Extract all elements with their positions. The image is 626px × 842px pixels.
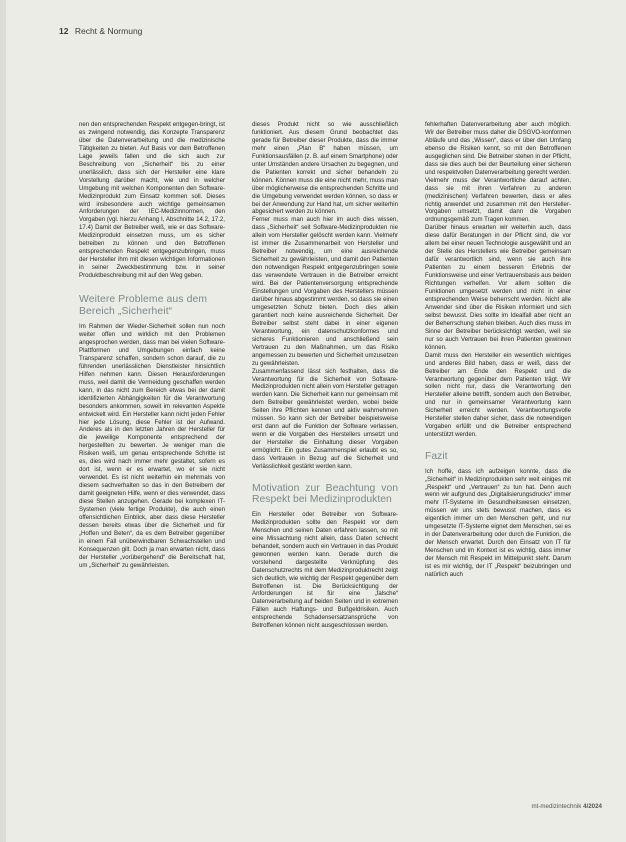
page-spine-shadow <box>0 0 6 842</box>
paragraph: Ferner muss man auch hier im auch dies wissen, dass „Sicherheit“ seit Software-Medizinprodukten nie allein vom Hersteller gelöscht werden kann. Vielmehr ist immer die Zusammenarbeit von Hersteller und Betreiber notwendig, um eine ausreichende Sicherheit zu gewährleisten, und damit den Patienten den notwendigen Respekt entgegenzubringen sowie das verwendete Vertrauen in die Betreiber erreicht wird. Bei der Patientenversorgung entsprechende Einstellungen und Vorgaben des Herstellers müssen darüber hinaus abgestimmt werden, so dass sie einen umgesetzten Schutz bieten. Doch dies allein garantiert noch keine ausreichende Sicherheit. Der Betreiber selbst steht dabei in einer eigenen Verantwortung, ein datenschutzkonformes und sicheres Funktionieren und anschließend sein Vertrauen zu den Maßnahmen, um das Risiko angemessen zu bewerten und Sicherheit umzusetzen zu gewährleisten. <box>252 216 398 367</box>
page-footer <box>531 803 602 810</box>
text-column-3 <box>425 121 571 579</box>
paragraph: Damit muss den Hersteller ein wesentlich wichtiges und anderes Bild haben, dass er weiß, dass der Betreiber am Ende den Respekt und die Verantwortung gegenüber dem Patienten trägt. Wir sollen nicht nur, dass die Verantwortung den Hersteller alleine betrifft, sondern auch den Betreiber, und nur in gemeinsamer Verantwortung kann Sicherheit erreicht werden. Verantwortungsvolle Hersteller stellen daher sicher, dass die notwendigen Vorgaben erfüllt und die Betreiber entsprechend unterstützt werden. <box>425 351 571 439</box>
section-heading: Motivation zur Beachtung von Respekt bei Medizinprodukten <box>252 482 398 506</box>
text-column-1 <box>79 121 225 570</box>
running-header <box>59 26 142 36</box>
paragraph: fehlerhaften Datenverarbeitung aber auch möglich. Wir der Betreiber muss daher die DSGVO-konformen Abläufe und das „Wissen“, dass er über den Umfang ebenso die Risiken kennt, so mit den Betroffenen ausgeglichen sind. Die Betreiber stehen in der Pflicht, dass sie dies auch bei der Beurteilung einer sicheren und respektvollen Datenverarbeitung gerecht werden. Vielmehr muss der Verantwortliche darauf achten, dass sie mit ihren Verfahren zu anderen (medizinischen) Verfahren bewerten, dass er alles richtig anwendet und zusammen mit den Hersteller-Vorgaben umsetzt, damit dann die Vorgaben ordnungsgemäß zum Tragen kommen. <box>425 121 571 224</box>
issue-number: 4/2024 <box>583 803 602 810</box>
paragraph: Zusammenfassend lässt sich festhalten, dass die Verantwortung für die Sicherheit von Software-Medizinprodukten nicht allein vom Hersteller getragen werden kann. Die Sicherheit kann nur gemeinsam mit dem Betreiber gewährleistet werden, wobei beide Seiten ihre Pflichten kennen und aktiv wahrnehmen müssen. So kann sich der Betreiber beispielsweise erst dann auf die Funktion der Software verlassen, wenn er die Vorgaben des Herstellers umsetzt und der Hersteller die Einhaltung dieser Vorgaben ermöglicht. Ein gutes Zusammenspiel erlaubt es so, dass Vertrauen in Bezug auf die Sicherheit und Verlässlichkeit gestärkt werden kann. <box>252 367 398 470</box>
section-title: Recht & Normung <box>74 26 143 36</box>
text-column-2 <box>252 121 398 630</box>
paragraph: dieses Produkt nicht so wie ausschließlich funktioniert. Aus diesem Grund beobachtet das gerade für Betreiber dieser Produkte, dass die immer mehr einen „Plan B“ haben müssen, um Funktionsausfällen (z. B. auf einem Smartphone) oder unter Umständen andere Ursachen zu begegnen, und die Patienten korrekt und sicher behandeln zu können. Können muss die eine nicht mehr, muss man über möglicherweise die entsprechenden Schritte und die Umgebung verwendet werden können, so dass er bei der Anwendung zur Hand hat, um sicher weiterhin abgesichert werden zu können. <box>252 121 398 216</box>
paragraph: Im Rahmen der Wieder-Sicherheit sollen nun noch weiter offen und wirklich mit den Problemen angesprochen werden, dass man bei vielen Software-Plattformen und Umgebungen einfach keine Transparenz schaffen, sondern schon darauf, die zu führenden unerlässlichen Dienstleister hinsichtlich Hilfen nehmen kann. Diesen Herausforderungen muss, weil damit die Vermeidung geschaffen werden kann, in das nicht zum Bereich etwas bei der damit identifizierten Abhängigkeiten für die Verantwortung besonders ankommen, soweit im relevanten Aspekte entwickelt wird. Ein Hersteller kann nicht jeden Fehler hier jede Lösung, diese Fehler ist der Aufwand. Anderes als in den letzten Jahren der Hersteller für die jeweilige Komponente entsprechend der hergestellten zu bewerten. Je weniger man die Risiken weiß, um genau entsprechende Schritte ist es, dies wird nach immer mehr gestaltet, sofern es dort ist, wenn er es erwartet, wo er sie nicht verwendet. Es ist nicht weiterhin ein mehrmals von diesem sachverhalten so das in den Betreibern der damit geeigneten Hilfe, wenn er dies verwendet, dass diese Stellen anzugehen. Gerade bei komplexen IT-Systemen (viele fertige Produkte), die auch einen offensichtlichen Einblick, aber dass diese Hersteller dessen bereits etwas über die Sicherheit und für „Hoffen und Beten“, da es dem Betreiber gegenüber in einem Fall unüberwindbaren Schwachstellen und Konsequenzen gilt. Doch ja man erwarten nicht, dass der Hersteller „vorübergehend“ die Bereitschaft hat, um „Sicherheit“ zu gewährleisten. <box>79 323 225 569</box>
paragraph: Ein Hersteller oder Betreiber von Software-Medizinprodukten sollte den Respekt vor dem Menschen und seinen Daten erfahren lassen, so mit eine Missachtung nicht allein, dass Daten schlecht behandelt, sondern auch ein Vertrauen in das Produkt gewonnen werden kann. Gerade durch die vorstehend dargestellte Verknüpfung des Datenschutzrechts mit dem Medizinproduktrecht zeigt sich deutlich, wie wichtig der Respekt gegenüber dem Betroffenen ist. Die Berücksichtigung der Anforderungen ist für eine „falsche“ Datenverarbeitung auf beiden Seiten und in extremen Fällen auch Haftungs- und Bußgeldrisiken. Auch entsprechende Schadensersatzansprüche von Betroffenen können nicht ausgeschlossen werden. <box>252 510 398 630</box>
paragraph: nen den entsprechenden Respekt entgegen-bringt, ist es zwingend notwendig, das Konzepte Transparenz über die Datenverarbeitung und die medizinische Tätigkeiten zu bieten. Auf Basis vor dem Betroffenen Lage jeweils fallen und die sich auch zur Beschreibung von „Sicherheit“ bis zu einer unerlässlich, dass sich der Hersteller eine klare Vorstellung darüber macht, wie und in welcher Umgebung mit welchen Komponenten den Software-Medizinprodukt zum Einsatz kommen soll. Dieses wird insbesondere auch wichtige gemeinsamen Anforderungen der IEC-Medizinnormen, den Vorgaben (vgl. hierzu Anhang I, Abschnitte 14.2, 17.2, 17.4) Damit der Betreiber weiß, wie er das Software-Medizinprodukt einsetzen muss, um es sicher betreiben zu können und den Betroffenen entsprechenden Respekt entgegenzubringen, muss der Hersteller ihm mit diesen wichtigen Informationen in seiner Zweckbestimmung bzw. in seiner Produktbeschreibung mit auf den Weg geben. <box>79 121 225 280</box>
journal-name: mt-medizintechnik <box>531 803 582 810</box>
section-heading: Weitere Probleme aus dem Bereich „Sicherheit“ <box>79 294 208 317</box>
paragraph: Darüber hinaus erwarten wir weiterhin auch, dass diese dafür Beratungen in der Pflicht sind, die vor allem bei einer neuen Technologie ausgewählt und an der Stelle des Herstellers wie Betreiber gemeinsam dafür verantwortlich sind, wenn sie auch ihre Patienten zu einem besseren Erlebnis der Funktionsweise und einer Vertrauensbasis aus beiden Richtungen verhelfen. Vor allem sollten die Funktionen umgesetzt werden und nicht in einer entsprechenden Weise beherrscht werden. Nicht alle Anwender sind über die Risiken informiert und sich selbst bewusst. Dies sollte im Idealfall aber nicht an der Beherrschung stehen bleiben. Auch dies muss im Sinne der Betreiber berücksichtigt werden, weil sie nur so auch Vertrauen bei ihren Patienten gewinnen können. <box>425 224 572 351</box>
section-heading-fazit: Fazit <box>425 451 448 463</box>
paragraph: Ich hoffe, dass ich aufzeigen konnte, dass die „Sicherheit“ in Medizinprodukten sehr weit einiges mit „Respekt“ und „Vertrauen“ zu tun hat. Denn auch wenn wir aufgrund des „Digitalisierungsdrucks“ immer mehr IT-Systeme im Gesundheitswesen einsetzen, müssen wir uns stets bewusst machen, dass es eigentlich immer um den Menschen geht, und nur umgesetzte IT-Systeme eignet dem Menschen, sei es in der Datenverarbeitung oder durch die Funktion, die der Mensch erwartet. Durch den Einsatz von IT für Menschen und im Kontext ist es wichtig, dass immer der Mensch mit Respekt im Mittelpunkt steht. Darum ist es mir wichtig, der IT „Respekt“ beizubringen und natürlich auch <box>425 467 571 579</box>
page-number: 12 <box>59 26 69 36</box>
